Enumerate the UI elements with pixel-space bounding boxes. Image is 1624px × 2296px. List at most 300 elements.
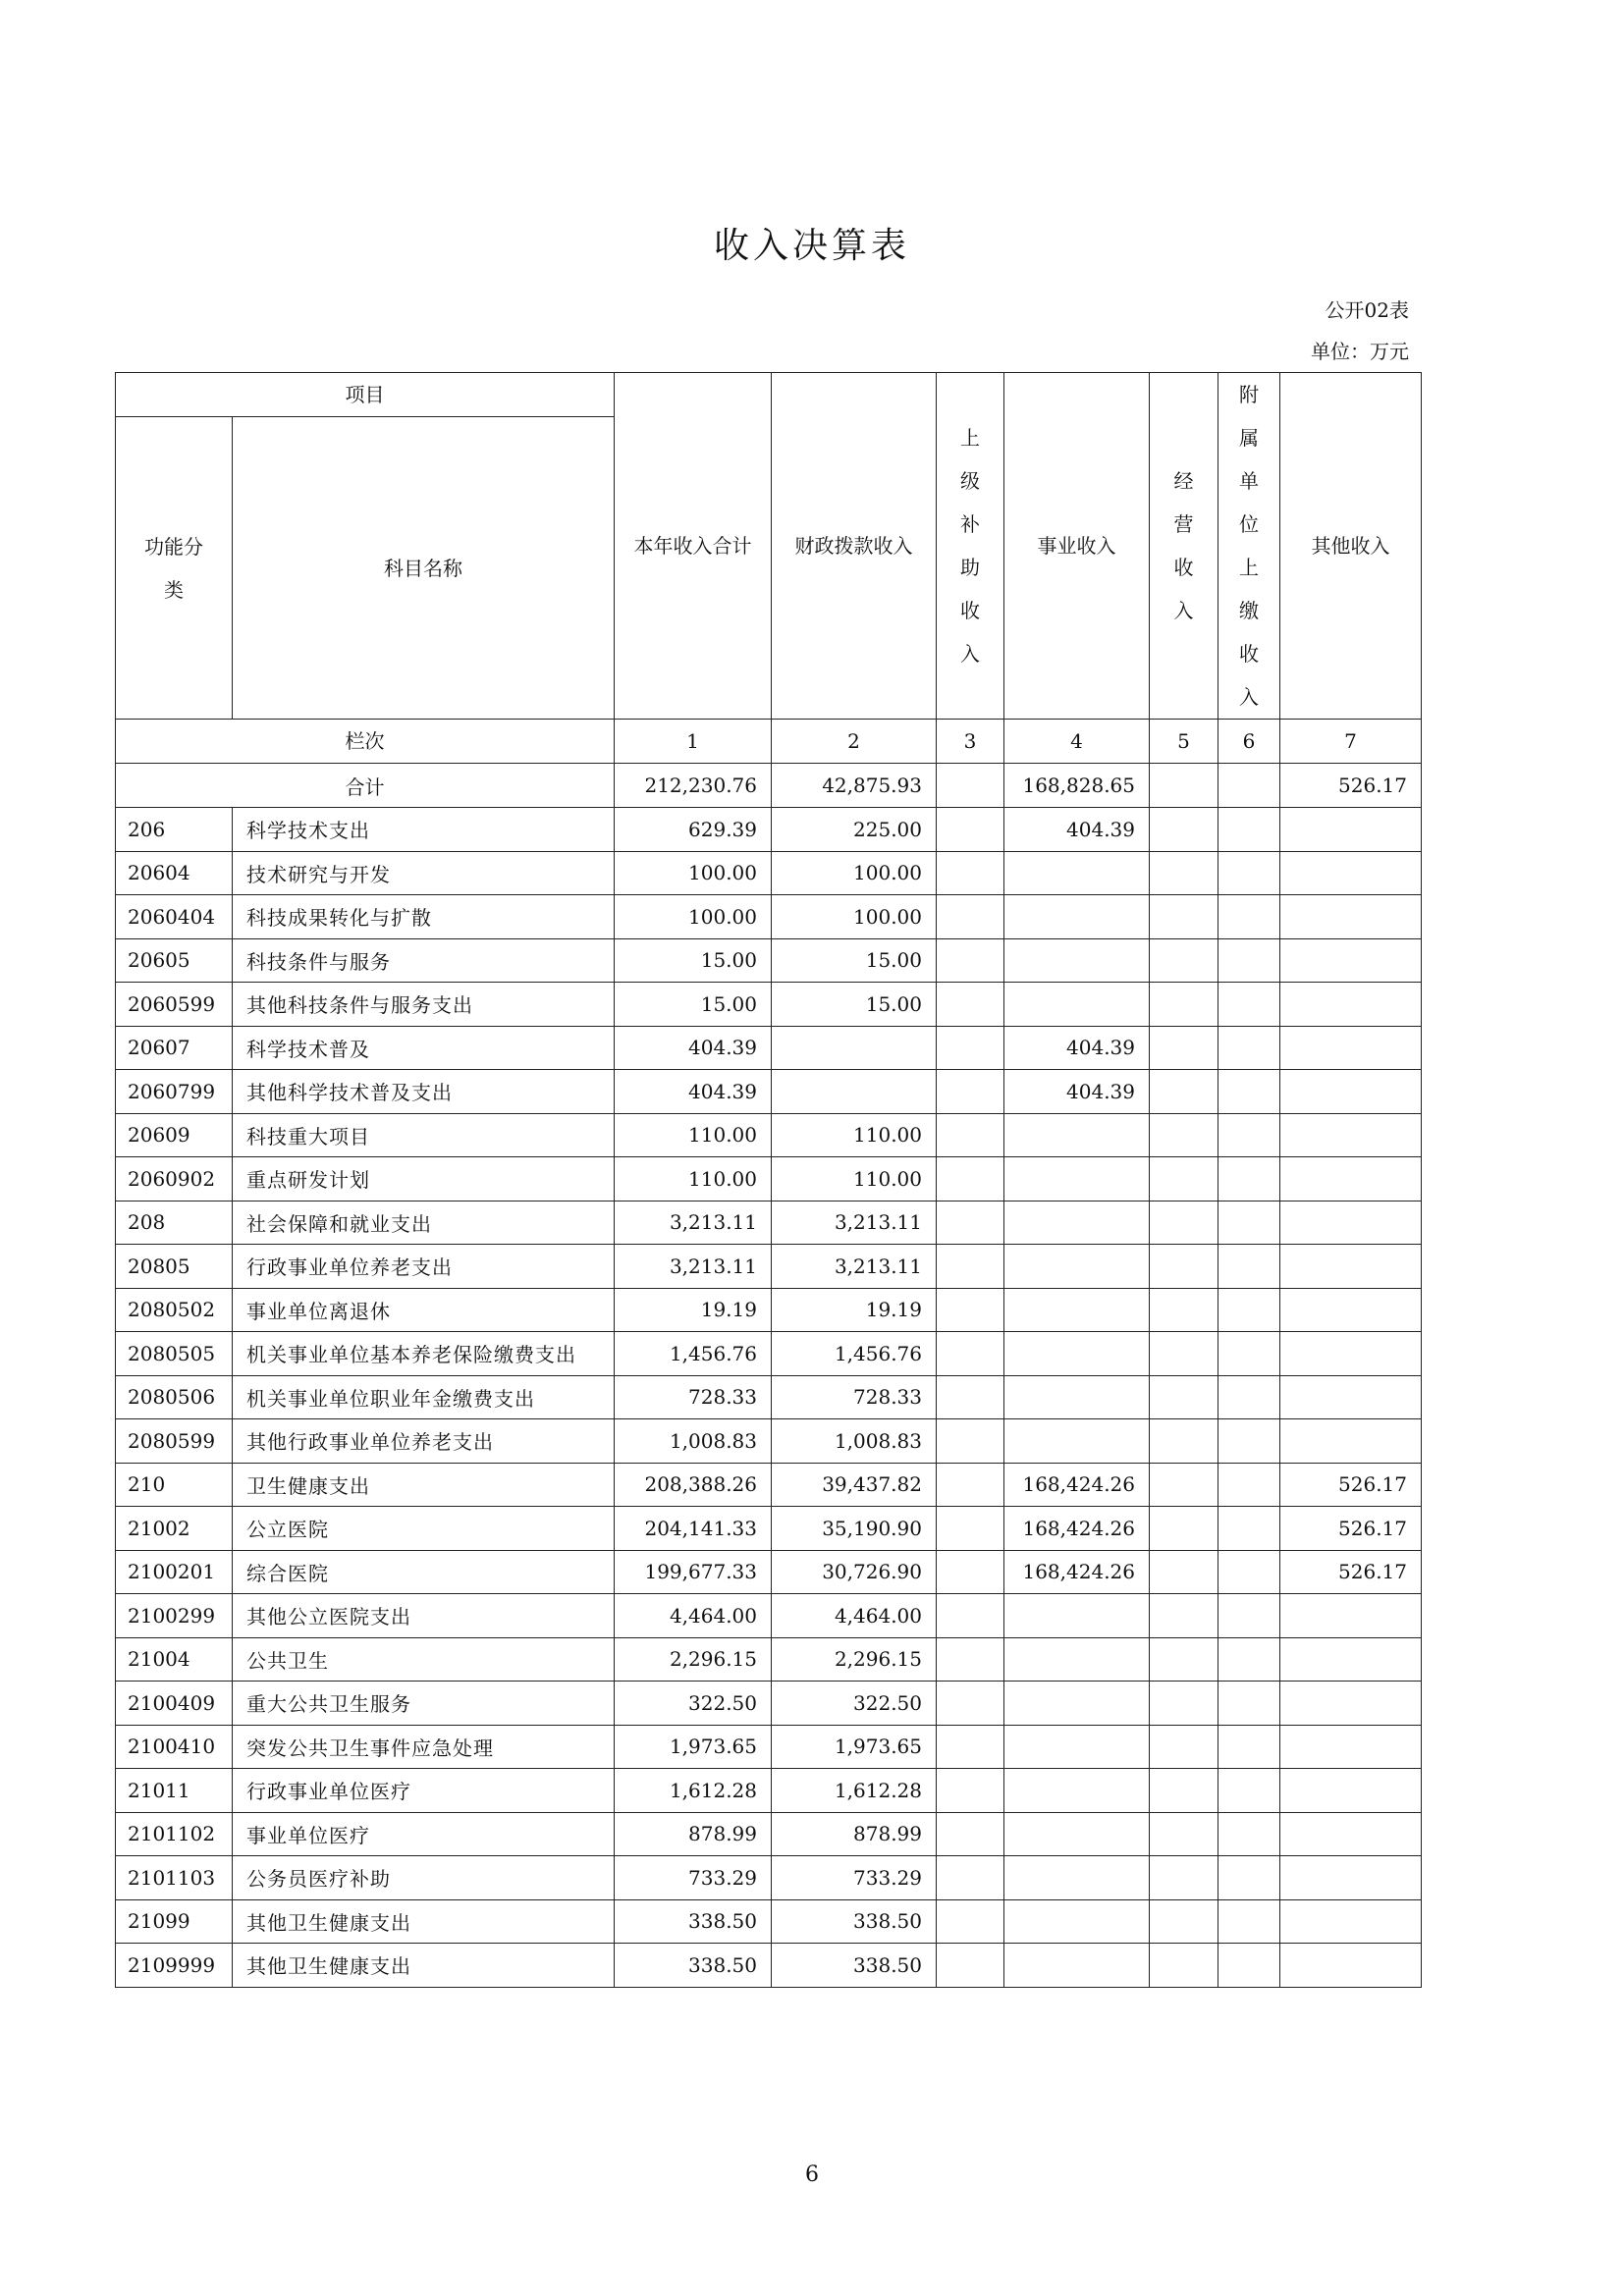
row-value: 30,726.90 bbox=[772, 1550, 937, 1594]
total-value bbox=[1218, 764, 1280, 808]
row-value: 338.50 bbox=[615, 1944, 772, 1988]
row-value bbox=[1150, 1682, 1218, 1726]
page-number: 6 bbox=[805, 2163, 819, 2187]
row-value bbox=[1218, 1070, 1280, 1114]
row-value bbox=[1004, 1944, 1150, 1988]
row-subject-name: 科技重大项目 bbox=[233, 1113, 615, 1157]
row-value bbox=[937, 983, 1004, 1027]
row-code: 2060902 bbox=[116, 1157, 233, 1201]
row-value: 322.50 bbox=[615, 1682, 772, 1726]
row-value bbox=[772, 1026, 937, 1070]
table-row bbox=[116, 1332, 1422, 1376]
row-code: 2100409 bbox=[116, 1682, 233, 1726]
page-title: 收入决算表 bbox=[713, 226, 910, 266]
col-header-other: 其他收入 bbox=[1280, 373, 1422, 720]
row-value: 1,973.65 bbox=[615, 1725, 772, 1769]
col-index: 4 bbox=[1004, 720, 1150, 764]
table-row bbox=[116, 1682, 1422, 1726]
col-index: 3 bbox=[937, 720, 1004, 764]
row-value bbox=[1218, 1463, 1280, 1507]
row-code: 2060404 bbox=[116, 895, 233, 939]
row-subject-name: 机关事业单位职业年金缴费支出 bbox=[233, 1375, 615, 1419]
row-subject-name: 重大公共卫生服务 bbox=[233, 1682, 615, 1726]
table-row bbox=[116, 895, 1422, 939]
row-value bbox=[1280, 1725, 1422, 1769]
row-value: 322.50 bbox=[772, 1682, 937, 1726]
row-value bbox=[1150, 1944, 1218, 1988]
row-subject-name: 科学技术支出 bbox=[233, 808, 615, 852]
row-value bbox=[1218, 1594, 1280, 1638]
total-value: 168,828.65 bbox=[1004, 764, 1150, 808]
row-code: 20805 bbox=[116, 1245, 233, 1289]
row-value bbox=[1004, 983, 1150, 1027]
row-value bbox=[937, 938, 1004, 983]
row-value: 1,008.83 bbox=[615, 1419, 772, 1464]
row-value bbox=[1150, 1201, 1218, 1245]
row-value bbox=[937, 1682, 1004, 1726]
row-value bbox=[1280, 808, 1422, 852]
row-value: 35,190.90 bbox=[772, 1507, 937, 1551]
income-table bbox=[115, 372, 1422, 1988]
row-value bbox=[1150, 1375, 1218, 1419]
row-subject-name: 重点研发计划 bbox=[233, 1157, 615, 1201]
row-value: 526.17 bbox=[1280, 1463, 1422, 1507]
col-index: 2 bbox=[772, 720, 937, 764]
col-header-superior-text: 上级补助收入 bbox=[960, 426, 980, 666]
row-value bbox=[1218, 851, 1280, 895]
table-row bbox=[116, 1812, 1422, 1856]
row-value bbox=[1150, 938, 1218, 983]
row-code: 2080502 bbox=[116, 1288, 233, 1332]
row-subject-name: 突发公共卫生事件应急处理 bbox=[233, 1725, 615, 1769]
row-subject-name: 机关事业单位基本养老保险缴费支出 bbox=[233, 1332, 615, 1376]
row-value bbox=[937, 895, 1004, 939]
row-value bbox=[937, 1157, 1004, 1201]
total-value bbox=[937, 764, 1004, 808]
col-header-total-text: 本年收入合计 bbox=[633, 534, 752, 558]
row-value: 404.39 bbox=[1004, 1070, 1150, 1114]
row-subject-name: 公立医院 bbox=[233, 1507, 615, 1551]
col-header-fiscal: 财政拨款收入 bbox=[772, 373, 937, 720]
row-value bbox=[1218, 1682, 1280, 1726]
row-value bbox=[1150, 1245, 1218, 1289]
row-value bbox=[1004, 1637, 1150, 1682]
row-code: 20605 bbox=[116, 938, 233, 983]
row-value bbox=[1150, 1332, 1218, 1376]
row-value bbox=[1150, 895, 1218, 939]
row-value: 338.50 bbox=[772, 1899, 937, 1944]
total-value: 42,875.93 bbox=[772, 764, 937, 808]
row-code: 2109999 bbox=[116, 1944, 233, 1988]
row-value bbox=[1218, 1899, 1280, 1944]
func-class-header-text: 功能分类 bbox=[144, 534, 203, 602]
row-subject-name: 行政事业单位医疗 bbox=[233, 1769, 615, 1813]
row-value bbox=[1218, 1201, 1280, 1245]
row-value bbox=[1280, 1856, 1422, 1900]
row-subject-name: 技术研究与开发 bbox=[233, 851, 615, 895]
row-value bbox=[1218, 938, 1280, 983]
row-value: 15.00 bbox=[772, 938, 937, 983]
row-value bbox=[1218, 983, 1280, 1027]
table-row bbox=[116, 1157, 1422, 1201]
row-subject-name: 行政事业单位养老支出 bbox=[233, 1245, 615, 1289]
row-value bbox=[1280, 1375, 1422, 1419]
row-value: 526.17 bbox=[1280, 1550, 1422, 1594]
row-value bbox=[1150, 1507, 1218, 1551]
col-index: 1 bbox=[615, 720, 772, 764]
row-value bbox=[1004, 1419, 1150, 1464]
row-value bbox=[1150, 1157, 1218, 1201]
row-value bbox=[937, 1332, 1004, 1376]
row-value bbox=[1004, 1856, 1150, 1900]
row-value bbox=[937, 1463, 1004, 1507]
row-value: 2,296.15 bbox=[772, 1637, 937, 1682]
row-subject-name: 其他行政事业单位养老支出 bbox=[233, 1419, 615, 1464]
row-value: 338.50 bbox=[615, 1899, 772, 1944]
row-value bbox=[937, 1594, 1004, 1638]
table-row bbox=[116, 1201, 1422, 1245]
row-value bbox=[1004, 1899, 1150, 1944]
row-value: 878.99 bbox=[615, 1812, 772, 1856]
row-value: 15.00 bbox=[772, 983, 937, 1027]
row-value: 110.00 bbox=[615, 1113, 772, 1157]
row-code: 2100201 bbox=[116, 1550, 233, 1594]
row-code: 2080506 bbox=[116, 1375, 233, 1419]
row-value: 1,456.76 bbox=[772, 1332, 937, 1376]
row-subject-name: 其他科技条件与服务支出 bbox=[233, 983, 615, 1027]
row-value bbox=[1150, 1637, 1218, 1682]
row-value bbox=[1218, 1245, 1280, 1289]
project-header: 项目 bbox=[116, 373, 615, 417]
row-subject-name: 科技成果转化与扩散 bbox=[233, 895, 615, 939]
row-value bbox=[1150, 1419, 1218, 1464]
table-body bbox=[116, 808, 1422, 1988]
row-value bbox=[937, 1375, 1004, 1419]
table-row bbox=[116, 808, 1422, 852]
col-header-operating bbox=[1150, 373, 1218, 720]
row-value: 110.00 bbox=[772, 1113, 937, 1157]
table-row bbox=[116, 983, 1422, 1027]
row-subject-name: 公务员医疗补助 bbox=[233, 1856, 615, 1900]
row-value: 168,424.26 bbox=[1004, 1550, 1150, 1594]
row-value bbox=[1280, 1682, 1422, 1726]
row-value bbox=[1280, 983, 1422, 1027]
table-row bbox=[116, 1507, 1422, 1551]
row-value bbox=[1004, 1725, 1150, 1769]
row-value bbox=[937, 1856, 1004, 1900]
row-value bbox=[937, 851, 1004, 895]
row-code: 21002 bbox=[116, 1507, 233, 1551]
row-value bbox=[1150, 1812, 1218, 1856]
row-value: 3,213.11 bbox=[772, 1201, 937, 1245]
col-index: 6 bbox=[1218, 720, 1280, 764]
table-row bbox=[116, 1026, 1422, 1070]
row-value: 100.00 bbox=[615, 895, 772, 939]
row-value: 3,213.11 bbox=[772, 1245, 937, 1289]
row-value bbox=[1280, 895, 1422, 939]
row-value bbox=[937, 1725, 1004, 1769]
row-value bbox=[1280, 938, 1422, 983]
row-value bbox=[1280, 851, 1422, 895]
total-value: 526.17 bbox=[1280, 764, 1422, 808]
row-subject-name: 其他卫生健康支出 bbox=[233, 1944, 615, 1988]
row-subject-name: 公共卫生 bbox=[233, 1637, 615, 1682]
col-index: 5 bbox=[1150, 720, 1218, 764]
table-row bbox=[116, 1113, 1422, 1157]
row-value: 728.33 bbox=[615, 1375, 772, 1419]
row-value bbox=[937, 1419, 1004, 1464]
row-value bbox=[1280, 1812, 1422, 1856]
row-value: 19.19 bbox=[772, 1288, 937, 1332]
row-code: 2101102 bbox=[116, 1812, 233, 1856]
col-header-total bbox=[615, 373, 772, 720]
row-value bbox=[1004, 1113, 1150, 1157]
total-label: 合计 bbox=[116, 764, 615, 808]
row-value bbox=[1218, 1725, 1280, 1769]
row-value bbox=[1150, 983, 1218, 1027]
row-value: 4,464.00 bbox=[772, 1594, 937, 1638]
row-value bbox=[1150, 1550, 1218, 1594]
row-value: 110.00 bbox=[772, 1157, 937, 1201]
row-value bbox=[1150, 808, 1218, 852]
row-value bbox=[1004, 1812, 1150, 1856]
row-value bbox=[1004, 1594, 1150, 1638]
row-value: 3,213.11 bbox=[615, 1201, 772, 1245]
row-value bbox=[1004, 895, 1150, 939]
row-value bbox=[1280, 1899, 1422, 1944]
func-class-header bbox=[116, 417, 233, 720]
row-value bbox=[1280, 1332, 1422, 1376]
row-code: 20609 bbox=[116, 1113, 233, 1157]
unit-label: 单位：万元 bbox=[1311, 340, 1409, 363]
row-value bbox=[1150, 1856, 1218, 1900]
row-value: 404.39 bbox=[1004, 808, 1150, 852]
row-value: 338.50 bbox=[772, 1944, 937, 1988]
row-value: 4,464.00 bbox=[615, 1594, 772, 1638]
row-value: 100.00 bbox=[772, 895, 937, 939]
row-value bbox=[937, 808, 1004, 852]
row-value bbox=[937, 1769, 1004, 1813]
row-subject-name: 社会保障和就业支出 bbox=[233, 1201, 615, 1245]
row-value: 728.33 bbox=[772, 1375, 937, 1419]
col-index: 7 bbox=[1280, 720, 1422, 764]
row-value bbox=[772, 1070, 937, 1114]
row-value bbox=[1280, 1637, 1422, 1682]
row-value: 110.00 bbox=[615, 1157, 772, 1201]
row-value bbox=[1004, 1375, 1150, 1419]
row-value: 733.29 bbox=[615, 1856, 772, 1900]
row-subject-name: 其他卫生健康支出 bbox=[233, 1899, 615, 1944]
row-value: 100.00 bbox=[772, 851, 937, 895]
row-value bbox=[1150, 1288, 1218, 1332]
row-value bbox=[1150, 1026, 1218, 1070]
row-value: 168,424.26 bbox=[1004, 1507, 1150, 1551]
table-row bbox=[116, 1637, 1422, 1682]
row-value: 208,388.26 bbox=[615, 1463, 772, 1507]
row-value: 39,437.82 bbox=[772, 1463, 937, 1507]
row-value bbox=[1150, 1113, 1218, 1157]
row-code: 206 bbox=[116, 808, 233, 852]
table-row bbox=[116, 1944, 1422, 1988]
col-index-label: 栏次 bbox=[116, 720, 615, 764]
row-value: 100.00 bbox=[615, 851, 772, 895]
row-value bbox=[1150, 1769, 1218, 1813]
row-value bbox=[1150, 1070, 1218, 1114]
row-value: 19.19 bbox=[615, 1288, 772, 1332]
row-value bbox=[1218, 1419, 1280, 1464]
subject-name-header: 科目名称 bbox=[233, 417, 615, 720]
row-value: 168,424.26 bbox=[1004, 1463, 1150, 1507]
row-code: 2080599 bbox=[116, 1419, 233, 1464]
row-value: 199,677.33 bbox=[615, 1550, 772, 1594]
row-value bbox=[1218, 1507, 1280, 1551]
row-subject-name: 卫生健康支出 bbox=[233, 1463, 615, 1507]
row-value: 15.00 bbox=[615, 938, 772, 983]
row-value bbox=[1280, 1157, 1422, 1201]
row-value: 1,973.65 bbox=[772, 1725, 937, 1769]
row-value: 526.17 bbox=[1280, 1507, 1422, 1551]
row-value bbox=[937, 1550, 1004, 1594]
row-value bbox=[1218, 1375, 1280, 1419]
row-value bbox=[1004, 1682, 1150, 1726]
row-value bbox=[937, 1637, 1004, 1682]
row-value bbox=[1280, 1201, 1422, 1245]
row-value: 1,008.83 bbox=[772, 1419, 937, 1464]
row-value bbox=[1280, 1026, 1422, 1070]
row-subject-name: 其他科学技术普及支出 bbox=[233, 1070, 615, 1114]
row-value: 1,612.28 bbox=[772, 1769, 937, 1813]
row-code: 20607 bbox=[116, 1026, 233, 1070]
row-value bbox=[1218, 1288, 1280, 1332]
row-value bbox=[1280, 1944, 1422, 1988]
row-code: 2100299 bbox=[116, 1594, 233, 1638]
row-value bbox=[1218, 1157, 1280, 1201]
row-value bbox=[1218, 1026, 1280, 1070]
row-code: 21011 bbox=[116, 1769, 233, 1813]
row-subject-name: 科技条件与服务 bbox=[233, 938, 615, 983]
row-code: 20604 bbox=[116, 851, 233, 895]
col-header-superior bbox=[937, 373, 1004, 720]
table-row bbox=[116, 1463, 1422, 1507]
row-value bbox=[1218, 1332, 1280, 1376]
row-value bbox=[937, 1507, 1004, 1551]
row-subject-name: 事业单位离退休 bbox=[233, 1288, 615, 1332]
table-row bbox=[116, 1375, 1422, 1419]
table-row bbox=[116, 938, 1422, 983]
row-value bbox=[937, 1245, 1004, 1289]
row-code: 2100410 bbox=[116, 1725, 233, 1769]
row-value bbox=[1218, 1856, 1280, 1900]
total-row bbox=[116, 764, 1422, 808]
table-row bbox=[116, 1419, 1422, 1464]
row-value: 204,141.33 bbox=[615, 1507, 772, 1551]
row-value bbox=[1150, 1594, 1218, 1638]
row-value bbox=[937, 1026, 1004, 1070]
row-subject-name: 事业单位医疗 bbox=[233, 1812, 615, 1856]
row-value bbox=[1004, 1332, 1150, 1376]
row-code: 208 bbox=[116, 1201, 233, 1245]
row-value bbox=[1004, 1245, 1150, 1289]
row-value bbox=[937, 1944, 1004, 1988]
col-header-business: 事业收入 bbox=[1004, 373, 1150, 720]
table-row bbox=[116, 1070, 1422, 1114]
row-value bbox=[1004, 938, 1150, 983]
row-value bbox=[1280, 1113, 1422, 1157]
row-value: 1,456.76 bbox=[615, 1332, 772, 1376]
row-value bbox=[1004, 851, 1150, 895]
row-value bbox=[1150, 1725, 1218, 1769]
row-value bbox=[1150, 1899, 1218, 1944]
row-value bbox=[937, 1288, 1004, 1332]
row-subject-name: 综合医院 bbox=[233, 1550, 615, 1594]
col-header-affiliated bbox=[1218, 373, 1280, 720]
row-value bbox=[1280, 1419, 1422, 1464]
row-value bbox=[1280, 1594, 1422, 1638]
form-number: 公开02表 bbox=[1325, 298, 1409, 322]
row-value: 15.00 bbox=[615, 983, 772, 1027]
total-value bbox=[1150, 764, 1218, 808]
row-value: 3,213.11 bbox=[615, 1245, 772, 1289]
table-row bbox=[116, 1594, 1422, 1638]
row-value: 878.99 bbox=[772, 1812, 937, 1856]
row-code: 21004 bbox=[116, 1637, 233, 1682]
row-value bbox=[1218, 1113, 1280, 1157]
row-value: 225.00 bbox=[772, 808, 937, 852]
total-value: 212,230.76 bbox=[615, 764, 772, 808]
table-row bbox=[116, 1725, 1422, 1769]
col-header-affiliated-text: 附属单位上缴收入 bbox=[1239, 383, 1259, 709]
row-value: 404.39 bbox=[615, 1026, 772, 1070]
row-value bbox=[1150, 1463, 1218, 1507]
row-value: 404.39 bbox=[615, 1070, 772, 1114]
row-value bbox=[937, 1201, 1004, 1245]
row-value bbox=[1218, 1944, 1280, 1988]
row-value: 629.39 bbox=[615, 808, 772, 852]
row-value: 733.29 bbox=[772, 1856, 937, 1900]
row-code: 2060599 bbox=[116, 983, 233, 1027]
row-value bbox=[937, 1113, 1004, 1157]
row-value bbox=[1218, 1812, 1280, 1856]
row-value: 1,612.28 bbox=[615, 1769, 772, 1813]
row-value bbox=[937, 1070, 1004, 1114]
row-value bbox=[1218, 808, 1280, 852]
row-subject-name: 科学技术普及 bbox=[233, 1026, 615, 1070]
table-row bbox=[116, 1550, 1422, 1594]
row-value bbox=[1004, 1157, 1150, 1201]
table-row bbox=[116, 1769, 1422, 1813]
table-row bbox=[116, 1288, 1422, 1332]
row-value bbox=[1218, 1637, 1280, 1682]
row-value bbox=[937, 1899, 1004, 1944]
row-value bbox=[937, 1812, 1004, 1856]
col-header-operating-text: 经营收入 bbox=[1173, 469, 1194, 622]
row-code: 2101103 bbox=[116, 1856, 233, 1900]
row-value bbox=[1004, 1201, 1150, 1245]
row-value bbox=[1218, 1550, 1280, 1594]
row-value bbox=[1280, 1288, 1422, 1332]
row-code: 2080505 bbox=[116, 1332, 233, 1376]
row-value: 2,296.15 bbox=[615, 1637, 772, 1682]
row-value bbox=[1218, 1769, 1280, 1813]
row-code: 2060799 bbox=[116, 1070, 233, 1114]
row-value bbox=[1218, 895, 1280, 939]
table-row bbox=[116, 1245, 1422, 1289]
row-value bbox=[1280, 1070, 1422, 1114]
row-value bbox=[1004, 1769, 1150, 1813]
row-value bbox=[1150, 851, 1218, 895]
row-code: 210 bbox=[116, 1463, 233, 1507]
row-value bbox=[1004, 1288, 1150, 1332]
